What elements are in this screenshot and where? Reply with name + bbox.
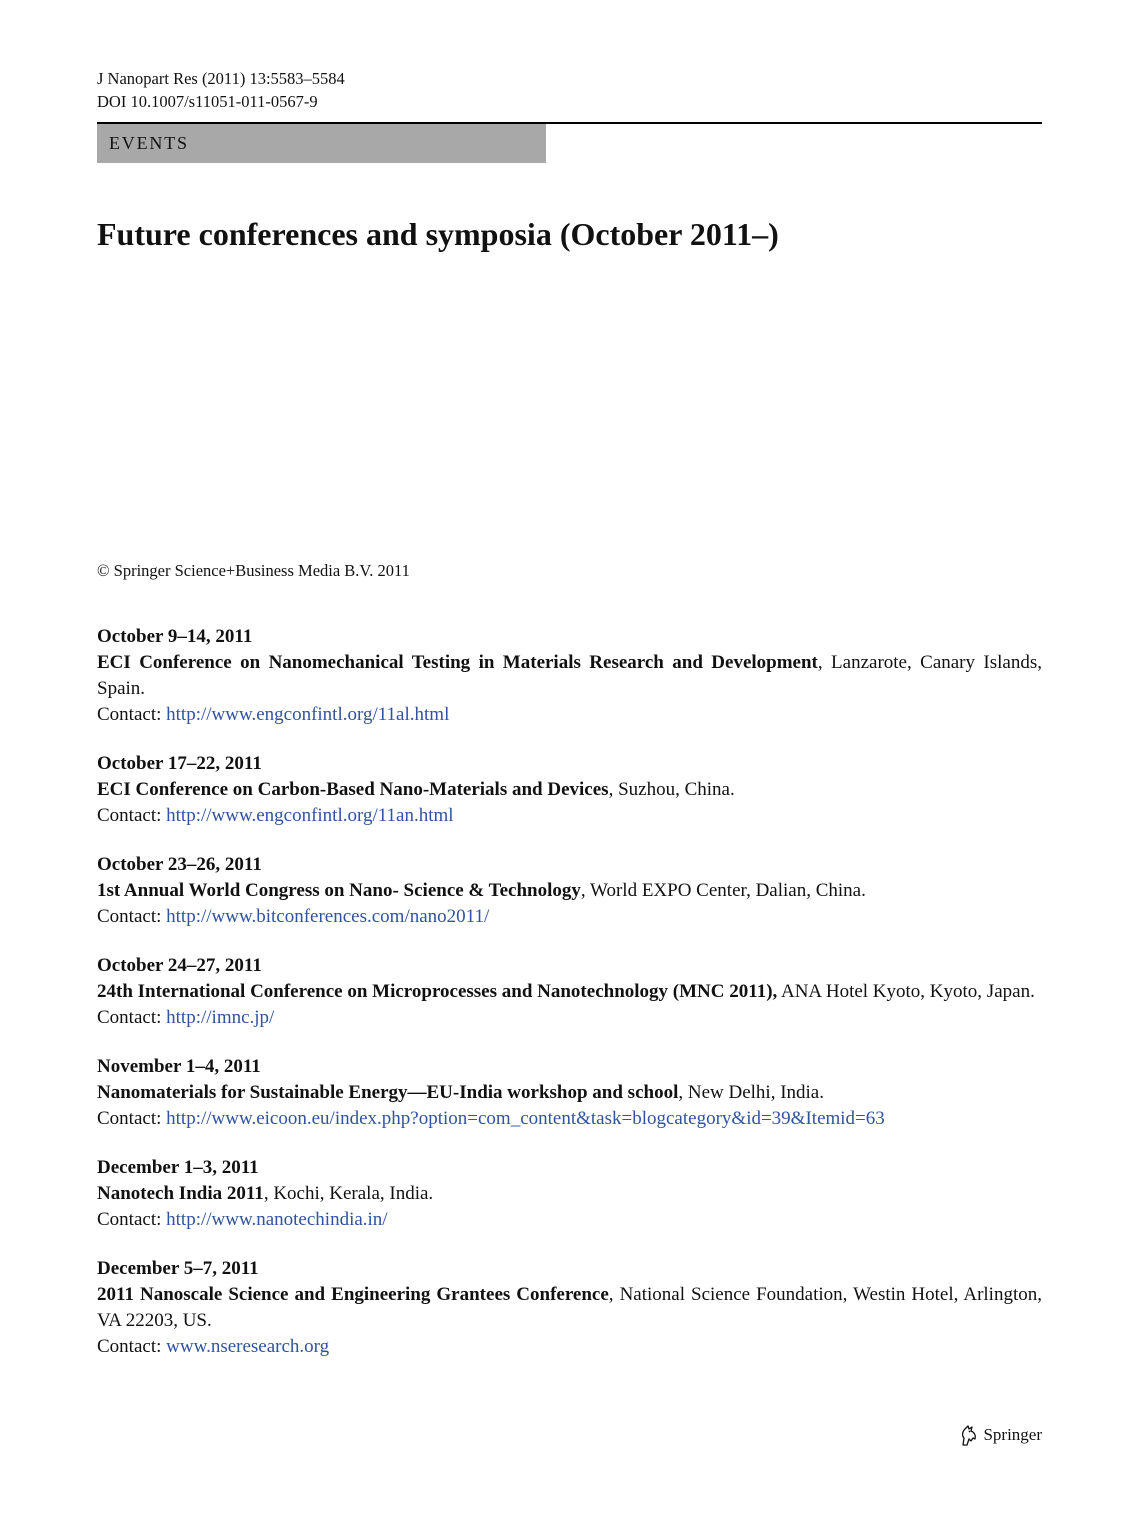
event-name: Nanotech India 2011 xyxy=(97,1183,264,1204)
contact-label: Contact: xyxy=(97,1209,167,1230)
event-contact-link[interactable]: http://imnc.jp/ xyxy=(166,1007,275,1028)
event-description xyxy=(97,650,1042,702)
event-contact-link[interactable]: http://www.engconfintl.org/11an.html xyxy=(166,805,454,826)
event-name: 1st Annual World Congress on Nano- Science & Technology xyxy=(97,880,581,901)
section-band xyxy=(97,124,546,163)
event-date: December 1–3, 2011 xyxy=(97,1157,259,1178)
event-location: , National Science Foundation, Westin Hotel, Arlington, VA 22203, US. xyxy=(97,1284,1042,1331)
page-title: Future conferences and symposia (October 2011–) xyxy=(97,216,779,252)
event-name: 24th International Conference on Microprocesses and Nanotechnology (MNC 2011), xyxy=(97,981,778,1002)
contact-label: Contact: xyxy=(97,704,167,725)
event-description xyxy=(97,1282,1042,1334)
event-name: 2011 Nanoscale Science and Engineering Grantees Conference xyxy=(97,1284,609,1305)
event-contact xyxy=(97,702,1042,728)
event-contact xyxy=(97,904,1042,930)
event-location: ANA Hotel Kyoto, Kyoto, Japan. xyxy=(777,981,1035,1002)
contact-label: Contact: xyxy=(97,1108,167,1129)
event-location: , World EXPO Center, Dalian, China. xyxy=(580,880,866,901)
event-date: December 5–7, 2011 xyxy=(97,1258,259,1279)
event-description xyxy=(97,1181,1042,1207)
event-contact-link[interactable]: http://www.bitconferences.com/nano2011/ xyxy=(166,906,490,927)
section-label: EVENTS xyxy=(109,133,189,153)
publisher-name: Springer xyxy=(983,1425,1042,1444)
event-contact xyxy=(97,1005,1042,1031)
copyright-notice: © Springer Science+Business Media B.V. 2011 xyxy=(97,561,410,580)
event-item xyxy=(97,1155,1042,1233)
contact-label: Contact: xyxy=(97,906,167,927)
journal-reference xyxy=(97,67,345,113)
event-contact xyxy=(97,803,1042,829)
events-list xyxy=(97,624,1042,1383)
event-description xyxy=(97,878,1042,904)
contact-label: Contact: xyxy=(97,1007,167,1028)
journal-citation: J Nanopart Res (2011) 13:5583–5584 xyxy=(97,69,345,88)
event-description xyxy=(97,979,1042,1005)
event-item xyxy=(97,1054,1042,1132)
event-contact-link[interactable]: www.nseresearch.org xyxy=(166,1336,330,1357)
contact-label: Contact: xyxy=(97,1336,167,1357)
event-item xyxy=(97,1256,1042,1360)
event-name: Nanomaterials for Sustainable Energy—EU-India workshop and school xyxy=(97,1082,679,1103)
event-location: , Kochi, Kerala, India. xyxy=(263,1183,434,1204)
event-item xyxy=(97,852,1042,930)
event-date: October 17–22, 2011 xyxy=(97,753,262,774)
event-location: , Lanzarote, Canary Islands, Spain. xyxy=(97,652,1042,699)
springer-horse-icon xyxy=(959,1424,979,1446)
event-name: ECI Conference on Carbon-Based Nano-Materials and Devices xyxy=(97,779,609,800)
event-contact xyxy=(97,1207,1042,1233)
publisher-footer xyxy=(959,1424,1042,1446)
doi: DOI 10.1007/s11051-011-0567-9 xyxy=(97,92,318,111)
event-date: October 9–14, 2011 xyxy=(97,626,253,647)
event-date: October 23–26, 2011 xyxy=(97,854,262,875)
event-location: , New Delhi, India. xyxy=(678,1082,824,1103)
event-contact-link[interactable]: http://www.engconfintl.org/11al.html xyxy=(166,704,450,725)
event-location: , Suzhou, China. xyxy=(608,779,735,800)
event-date: October 24–27, 2011 xyxy=(97,955,262,976)
event-contact xyxy=(97,1334,1042,1360)
event-contact-link[interactable]: http://www.nanotechindia.in/ xyxy=(166,1209,388,1230)
event-description xyxy=(97,1080,1042,1106)
event-item xyxy=(97,953,1042,1031)
event-contact-link[interactable]: http://www.eicoon.eu/index.php?option=com_content&task=blogcategory&id=39&Itemid=63 xyxy=(166,1108,885,1129)
contact-label: Contact: xyxy=(97,805,167,826)
event-contact xyxy=(97,1106,1042,1132)
event-item xyxy=(97,624,1042,728)
event-date: November 1–4, 2011 xyxy=(97,1056,261,1077)
event-description xyxy=(97,777,1042,803)
event-item xyxy=(97,751,1042,829)
event-name: ECI Conference on Nanomechanical Testing in Materials Research and Development xyxy=(97,652,818,673)
